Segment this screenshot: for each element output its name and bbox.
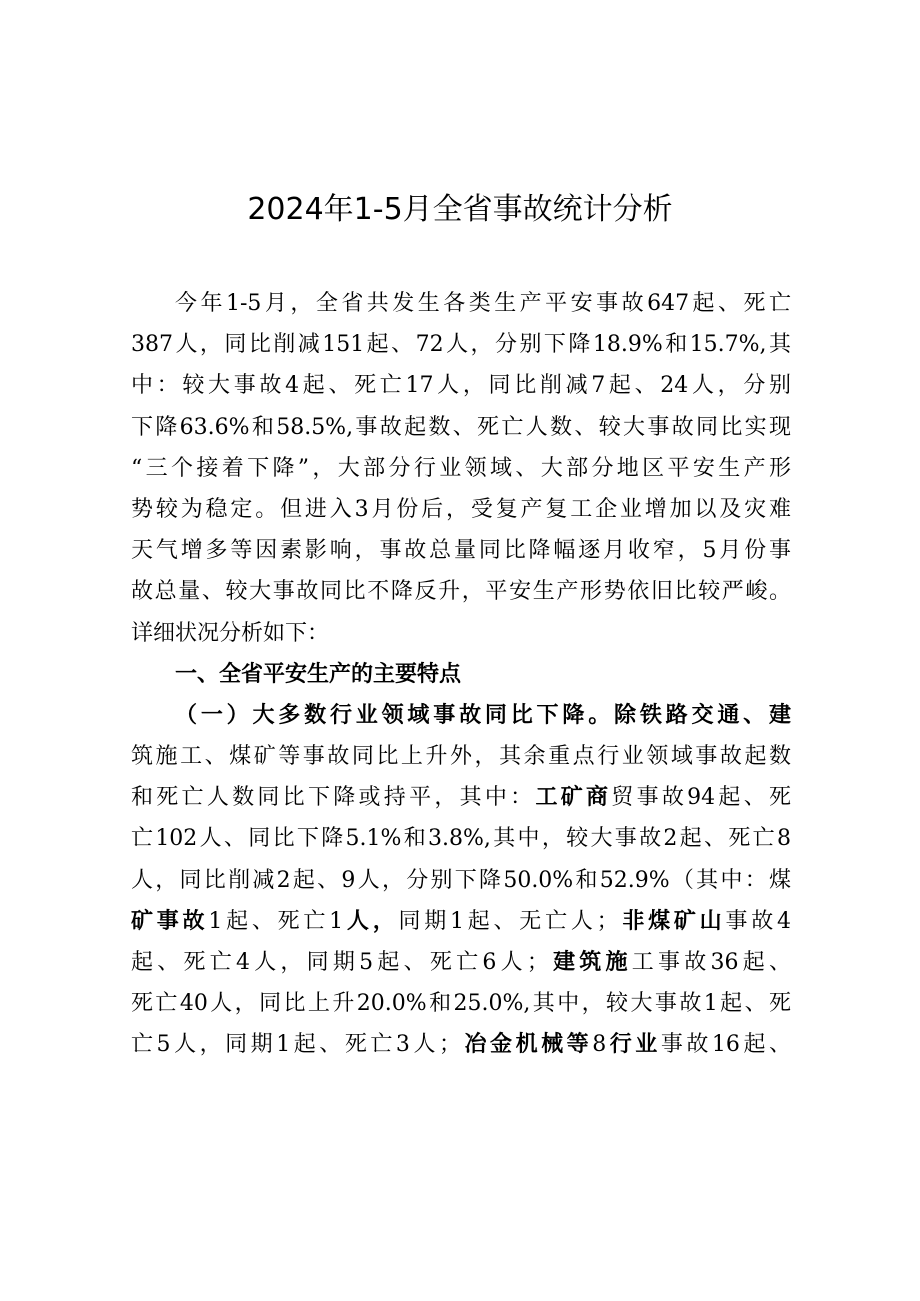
- text-segment: 8: [592, 1032, 607, 1058]
- text-line: [131, 942, 791, 983]
- text-line: [131, 489, 791, 530]
- text-segment: 故总量、较大事故同比不降反升，平安生产形势依旧比较严峻。: [131, 579, 791, 605]
- text-line: [131, 324, 791, 365]
- text-segment: 详细状况分析如下：: [131, 620, 330, 646]
- bold-text-segment: 冶金机械等: [460, 1032, 593, 1058]
- bold-text-segment: 非煤矿山: [618, 908, 726, 934]
- text-line: [131, 530, 791, 571]
- text-segment: 工事故36起、: [631, 950, 791, 975]
- bold-text-segment: 建筑施: [548, 950, 632, 975]
- bold-text-segment: （一）大多数行业领域事故同比下降。除铁路交通、建: [175, 702, 791, 728]
- text-segment: 天气增多等因素影响，事故总量同比降幅逐月收窄，5月份事: [131, 538, 791, 564]
- document-body: [131, 283, 791, 1066]
- text-line: [131, 695, 791, 736]
- text-line: [131, 448, 791, 489]
- document-title: 2024年1-5月全省事故统计分析: [247, 192, 673, 227]
- text-segment: 亡5人，同期1起、死亡3人；: [131, 1032, 461, 1058]
- text-line: [131, 407, 791, 448]
- text-line: [131, 901, 791, 942]
- bold-text-segment: 人，: [343, 908, 399, 934]
- bold-text-segment: 行业: [606, 1032, 661, 1058]
- text-line: [131, 860, 791, 901]
- text-segment: 势较为稳定。但进入3月份后，受复产复工企业增加以及灾难: [131, 496, 791, 522]
- text-segment: 贸事故94起、死: [611, 785, 791, 811]
- text-line: [131, 1024, 791, 1065]
- text-line: [131, 818, 791, 859]
- text-segment: 同期1起、无亡人；: [398, 908, 619, 934]
- text-segment: 人，同比削减2起、9人，分别下降50.0%和52.9%（其中：煤: [131, 867, 791, 893]
- text-segment: 起、死亡4人，同期5起、死亡6人；: [131, 950, 549, 975]
- text-segment: 事故4: [725, 908, 791, 934]
- text-line: [131, 736, 791, 777]
- text-line: [131, 365, 791, 406]
- text-segment: “三个接着下降”，大部分行业领域、大部分地区平安生产形: [131, 455, 791, 481]
- text-segment: 死亡40人，同比上升20.0%和25.0%,其中，较大事故1起、死: [131, 991, 791, 1017]
- text-segment: 中：较大事故4起、死亡17人，同比削减7起、24人，分别: [131, 373, 791, 399]
- bold-text-segment: 一、全省平安生产的主要特点: [175, 661, 462, 687]
- bold-text-segment: 矿事故: [131, 908, 209, 934]
- text-segment: 1起、死亡1: [208, 908, 344, 934]
- text-line: [131, 654, 791, 695]
- text-segment: 筑施工、煤矿等事故同比上升外，其余重点行业领域事故起数: [131, 744, 791, 770]
- text-line: [131, 571, 791, 612]
- text-segment: 下降63.6%和58.5%,事故起数、死亡人数、较大事故同比实现: [131, 414, 791, 440]
- text-segment: 事故16起、: [660, 1032, 791, 1058]
- text-line: [131, 777, 791, 818]
- text-line: [131, 283, 791, 324]
- text-segment: 亡102人、同比下降5.1%和3.8%,其中，较大事故2起、死亡8: [131, 826, 791, 852]
- text-line: [131, 613, 791, 654]
- text-line: [131, 983, 791, 1024]
- text-segment: 今年1-5月，全省共发生各类生产平安事故647起、死亡: [175, 291, 791, 316]
- text-segment: 和死亡人数同比下降或持平，其中：: [131, 785, 536, 811]
- bold-text-segment: 工矿商: [535, 785, 612, 811]
- text-segment: 387人，同比削减151起、72人，分别下降18.9%和15.7%,其: [131, 332, 791, 358]
